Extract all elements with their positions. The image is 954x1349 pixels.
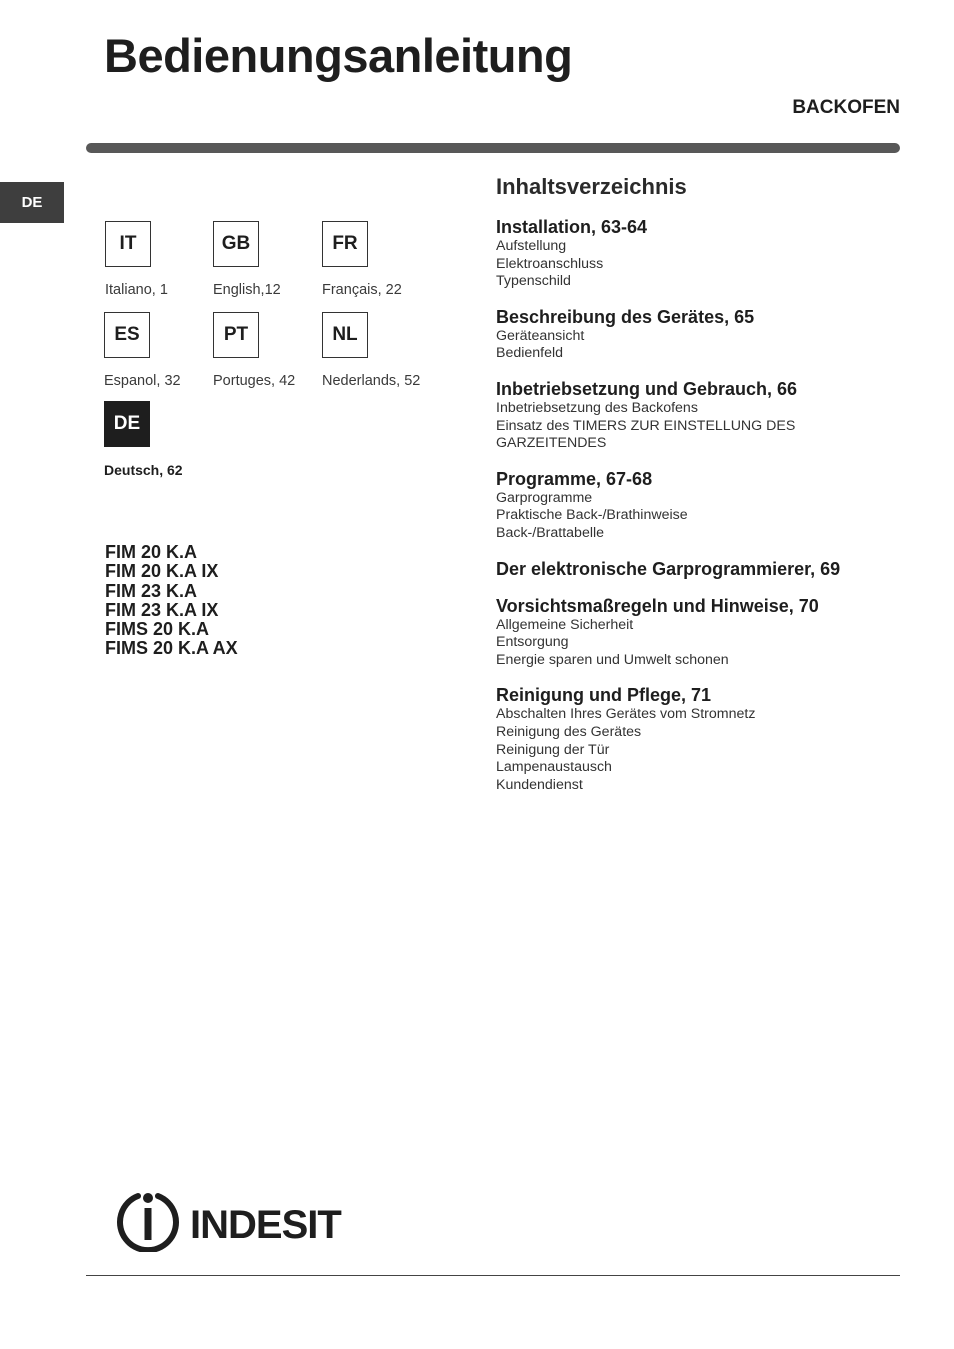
model-list: [105, 543, 238, 659]
toc-item: Abschalten Ihres Gerätes vom Stromnetz: [496, 706, 756, 723]
model-number: FIMS 20 K.A AX: [105, 638, 238, 659]
toc-section-title: Reinigung und Pflege, 71: [496, 685, 712, 706]
toc-section-title: Beschreibung des Gerätes, 65: [496, 306, 755, 327]
toc-item: Aufstellung: [496, 238, 567, 254]
toc-item: Back-/Brattabelle: [496, 524, 605, 541]
language-label: Italiano, 1: [105, 282, 168, 298]
language-code-box: PT: [213, 312, 259, 358]
language-code-box: FR: [322, 221, 368, 267]
toc-item: Inbetriebsetzung des Backofens: [496, 399, 698, 416]
toc-item: Kundendienst: [496, 776, 583, 793]
toc-item: Typenschild: [496, 273, 571, 290]
language-entry-nl: [322, 312, 462, 389]
footer-divider-line: [86, 1275, 900, 1276]
toc-section: [496, 378, 916, 453]
toc-item: Einsatz des TIMERS ZUR EINSTELLUNG DES: [496, 417, 796, 434]
toc-item: Garprogramme: [496, 489, 593, 506]
language-code-box: DE: [104, 401, 150, 447]
toc-section-title: Programme, 67-68: [496, 468, 653, 489]
toc-section: [496, 595, 916, 670]
indesit-logo-icon: [116, 1186, 348, 1252]
model-number: FIMS 20 K.A: [105, 619, 210, 640]
header-divider-bar: [86, 143, 900, 153]
toc-section: [496, 684, 916, 794]
language-label: Portuges, 42: [213, 373, 296, 389]
toc-section: [496, 468, 916, 543]
toc-item: Praktische Back-/Brathinweise: [496, 507, 688, 524]
toc-item: Allgemeine Sicherheit: [496, 616, 634, 633]
toc-heading: Inhaltsverzeichnis: [496, 174, 687, 199]
toc-section-title: Vorsichtsmaßregeln und Hinweise, 70: [496, 595, 819, 616]
toc-section-title: Inbetriebsetzung und Gebrauch, 66: [496, 378, 798, 399]
toc-section: [496, 306, 916, 363]
toc-section-title: Installation, 63-64: [496, 217, 648, 237]
brand-wordmark: INDESIT: [190, 1203, 341, 1247]
language-code-box: IT: [105, 221, 151, 267]
product-type: BACKOFEN: [792, 97, 900, 118]
toc-item: Elektroanschluss: [496, 255, 604, 272]
language-code-box: GB: [213, 221, 259, 267]
language-label: Espanol, 32: [104, 373, 181, 389]
language-entry-fr: [322, 221, 462, 298]
toc-item: GARZEITENDES: [496, 435, 607, 452]
language-label: Nederlands, 52: [322, 373, 421, 389]
toc-item: Energie sparen und Umwelt schonen: [496, 651, 729, 668]
indesit-logo: [116, 1186, 348, 1252]
toc-item: Entsorgung: [496, 634, 569, 651]
language-label: English,12: [213, 282, 281, 298]
toc-item: Reinigung der Tür: [496, 741, 610, 758]
toc-item: Bedienfeld: [496, 345, 564, 362]
model-number: FIM 20 K.A: [105, 542, 198, 562]
language-code-box: ES: [104, 312, 150, 358]
model-number: FIM 20 K.A IX: [105, 561, 219, 582]
toc-item: Lampenaustausch: [496, 759, 612, 776]
toc-section: [496, 216, 916, 291]
language-label: Français, 22: [322, 282, 402, 298]
toc-section-title: Der elektronische Garprogrammierer, 69: [496, 558, 841, 579]
language-side-tab: DE: [0, 182, 64, 223]
model-number: FIM 23 K.A IX: [105, 599, 219, 620]
table-of-contents: [496, 174, 916, 809]
language-code-box: NL: [322, 312, 368, 358]
model-number: FIM 23 K.A: [105, 580, 198, 601]
language-entry-de: [104, 401, 244, 478]
toc-item: Reinigung des Gerätes: [496, 723, 642, 740]
toc-section: [496, 558, 916, 580]
toc-item: Geräteansicht: [496, 327, 585, 344]
language-label: Deutsch, 62: [104, 462, 183, 478]
document-title: Bedienungsanleitung: [104, 29, 573, 82]
